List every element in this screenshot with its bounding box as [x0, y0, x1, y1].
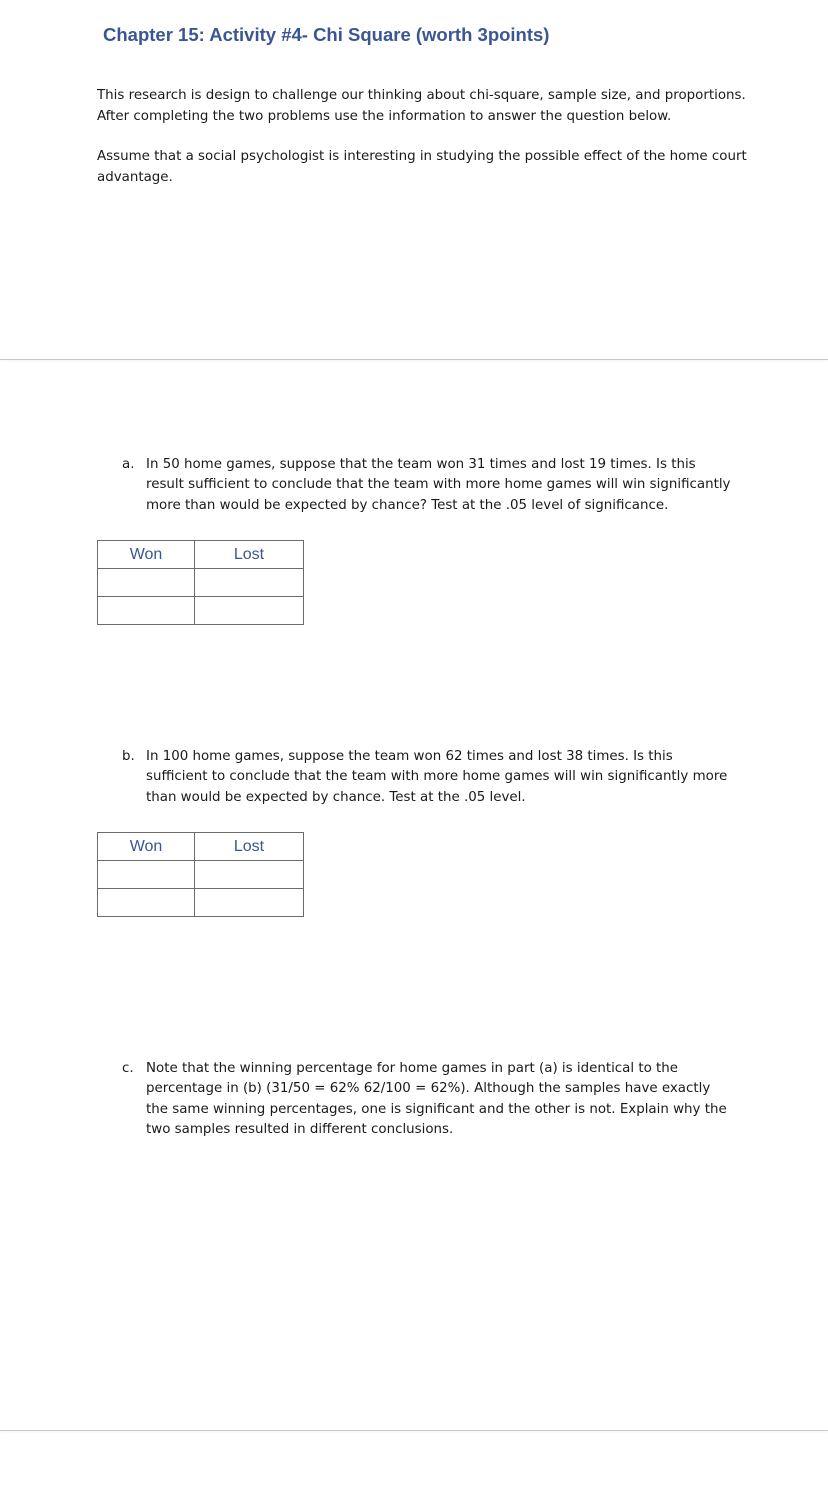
question-c-text: Note that the winning percentage for home games in part (a) is identical to the percentage in (b) (31/50 = 62% 62/100 = 62%). Although the samples have exactly the same winning percentages, one is significant and the other is not. Explain why the two samples resulted in different conclusions.: [146, 1061, 727, 1137]
lost-header: Lost: [195, 541, 304, 569]
table-row: [98, 569, 304, 597]
intro-paragraph-2: Assume that a social psychologist is interesting in studying the possible effect of the home court advantage.: [97, 149, 747, 185]
lost-cell[interactable]: [195, 597, 304, 625]
question-c-marker: c.: [122, 1061, 134, 1076]
table-header-row: [98, 541, 304, 569]
table-row: [98, 889, 304, 917]
question-b-marker: b.: [122, 749, 135, 764]
table-row: [98, 597, 304, 625]
question-b-text: In 100 home games, suppose the team won 62 times and lost 38 times. Is this sufficient to conclude that the team with more home games will win significantly more than would be expected by chance. Test at the .05 level.: [146, 749, 728, 805]
question-c: [122, 1059, 734, 1140]
question-b: [122, 747, 734, 808]
question-b-table: [97, 832, 304, 917]
won-cell[interactable]: [98, 597, 195, 625]
lost-cell[interactable]: [195, 889, 304, 917]
table-header-row: [98, 833, 304, 861]
table-row: [98, 861, 304, 889]
won-cell[interactable]: [98, 889, 195, 917]
lost-header: Lost: [195, 833, 304, 861]
question-a-table: [97, 540, 304, 625]
page-divider: [0, 1430, 828, 1431]
question-a: [122, 455, 734, 516]
lost-cell[interactable]: [195, 861, 304, 889]
won-header: Won: [98, 833, 195, 861]
page-divider: [0, 359, 828, 360]
won-header: Won: [98, 541, 195, 569]
intro-paragraph-1: This research is design to challenge our thinking about chi-square, sample size, and proportions. After completing the two problems use the information to answer the question below.: [97, 88, 746, 124]
question-a-text: In 50 home games, suppose that the team won 31 times and lost 19 times. Is this result sufficient to conclude that the team with more home games will win significantly more than would be expected by chance? Test at the .05 level of significance.: [146, 457, 731, 513]
question-a-marker: a.: [122, 457, 135, 472]
won-cell[interactable]: [98, 861, 195, 889]
lost-cell[interactable]: [195, 569, 304, 597]
page-title: Chapter 15: Activity #4- Chi Square (worth 3points): [103, 24, 550, 45]
won-cell[interactable]: [98, 569, 195, 597]
